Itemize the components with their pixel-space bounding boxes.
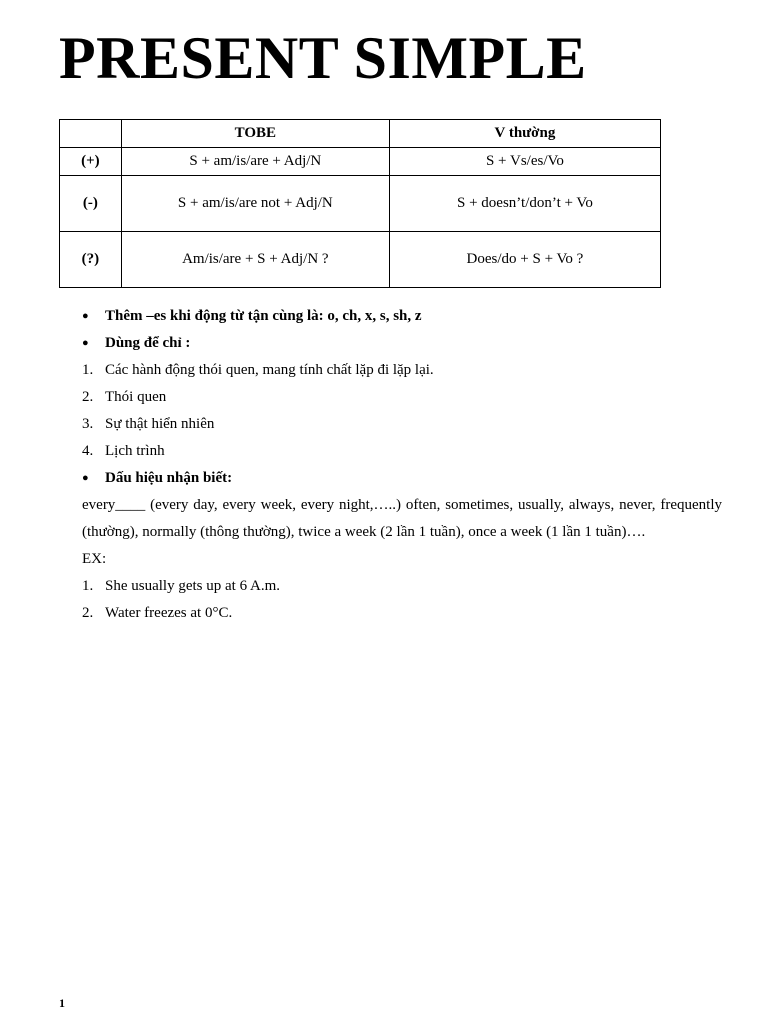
page-title: PRESENT SIMPLE [59, 25, 587, 91]
table-cell-tobe: S + am/is/are not + Adj/N [121, 176, 389, 232]
table-row [60, 148, 661, 176]
list-number: 3. [82, 416, 94, 432]
document-body [82, 303, 732, 627]
example-item [82, 573, 732, 600]
bullet-icon: ● [82, 472, 89, 484]
list-item [82, 411, 732, 438]
bullet-icon: ● [82, 337, 89, 349]
list-item [82, 438, 732, 465]
list-number: 2. [82, 605, 94, 621]
table-header-cell: V thường [389, 120, 660, 148]
example-item [82, 600, 732, 627]
bullet-signs-title [82, 465, 732, 492]
list-number: 1. [82, 578, 94, 594]
table-cell-verb: Does/do + S + Vo ? [389, 232, 660, 288]
bullet-usage-title [82, 330, 732, 357]
bullet-icon: ● [82, 310, 89, 322]
page-number: 1 [59, 996, 65, 1010]
table-header-row [60, 120, 661, 148]
table-header-cell [60, 120, 122, 148]
list-item [82, 384, 732, 411]
table-cell-tobe: Am/is/are + S + Adj/N ? [121, 232, 389, 288]
table-header-cell: TOBE [121, 120, 389, 148]
table-row [60, 176, 661, 232]
table-cell-sign: (+) [60, 148, 122, 176]
list-text: Lịch trình [105, 443, 165, 459]
list-number: 1. [82, 362, 94, 378]
list-number: 2. [82, 389, 94, 405]
table-cell-tobe: S + am/is/are + Adj/N [121, 148, 389, 176]
table-row [60, 232, 661, 288]
table-cell-verb: S + doesn’t/don’t + Vo [389, 176, 660, 232]
list-item [82, 357, 732, 384]
bullet-text: Thêm –es khi động từ tận cùng là: o, ch, x, s, sh, z [105, 308, 422, 324]
grammar-table [59, 119, 661, 288]
table-cell-sign: (?) [60, 232, 122, 288]
bullet-es-rule [82, 303, 732, 330]
list-text: Các hành động thói quen, mang tính chất lặp đi lặp lại. [105, 362, 434, 378]
example-text: She usually gets up at 6 A.m. [105, 578, 280, 594]
example-label: EX: [82, 551, 107, 567]
table-cell-verb: S + Vs/es/Vo [389, 148, 660, 176]
bullet-text: Dấu hiệu nhận biết: [105, 470, 233, 486]
bullet-text: Dùng để chỉ : [105, 335, 191, 351]
signs-paragraph: every____ (every day, every week, every night,…..) often, sometimes, usually, always, never, frequently (thường), normally (thông thường), twice a week (2 lần 1 tuần), once a week (1 lần 1 tuần)…. [82, 497, 722, 540]
list-text: Thói quen [105, 389, 167, 405]
example-text: Water freezes at 0°C. [105, 605, 233, 621]
table-cell-sign: (-) [60, 176, 122, 232]
list-text: Sự thật hiển nhiên [105, 416, 215, 432]
list-number: 4. [82, 443, 94, 459]
